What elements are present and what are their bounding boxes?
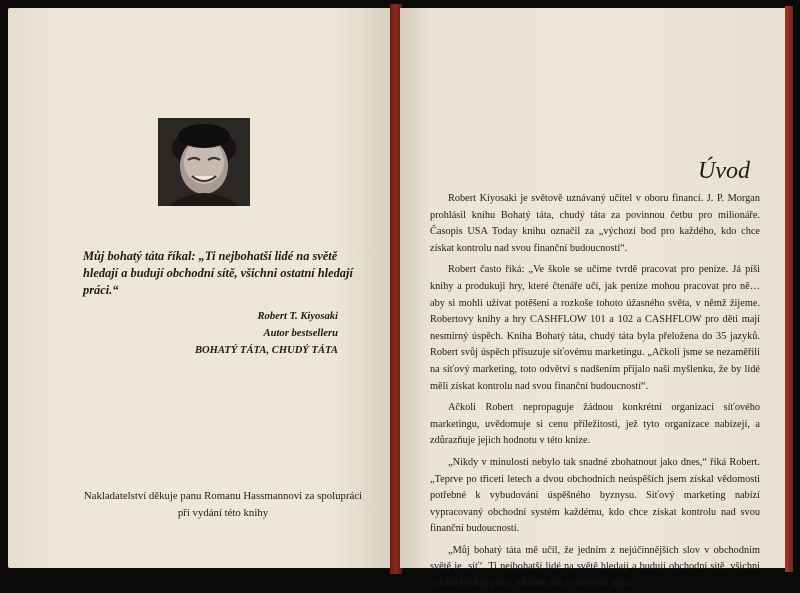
paragraph: Robert často říká: „Ve škole se učíme tvrdě pracovat pro peníze. Já píši knihy a produkuji hry, které čtenáře učí, jak peníze mohou pracovat pro ně… aby si mohli užívat potěšení a rozkoše tohoto úžasného světa, v němž žijeme. Robertovy knihy a hry CASHFLOW 101 a 102 a CASHFLOW pro děti mají nesmírný úspěch. Kniha Bohatý táta, chudý táta byla přeložena do 35 jazyků. Robert svůj úspěch přisuzuje síťovému marketingu. „Ačkoli jsme se nezaměřili na síťový marketing, toto odvětví s nadšením přijalo naši myšlenku, že by lidé měli získat kontrolu nad svou finanční budoucností“. xyxy=(430,264,760,392)
book-title: BOHATÝ TÁTA, CHUDÝ TÁTA xyxy=(194,345,338,356)
acknowledgement: Nakladatelství děkuje panu Romanu Hassmannovi za spolupráci při vydání této knihy xyxy=(83,490,363,519)
paragraph: „Můj bohatý táta mě učil, že jedním z nejúčinnějších slov v obchodním světě je ‚síť‘. Ti nejbohatší lidé na světě hledají a budují obchodní sítě, všichni ostatní hledají práci. Můžete mít ty nejlepší nápa- xyxy=(430,544,760,590)
quote-attribution xyxy=(68,308,338,359)
paragraph: Robert Kiyosaki je světově uznávaný učitel v oboru financí. J. P. Morgan prohlásil knihu Bohatý táta, chudý táta za povinnou četbu pro milionáře. Časopis USA Today knihu označil za „výchozí bod pro každého, kdo chce získat kontrolu nad svou finanční budoucností“. xyxy=(430,193,760,254)
author-name: Robert T. Kiyosaki xyxy=(257,311,338,322)
chapter-heading: Úvod xyxy=(698,158,750,184)
paragraph: „Nikdy v minulosti nebylo tak snadné zbohatnout jako dnes,“ říká Robert. „Teprve po třiceti letech a dvou obchodních neúspěších jsem získal vědomosti potřebné k vybudování úspěšného byznysu. Síťový marketing nabízí vypracovaný obchodní systém každému, kdo chce získat kontrolu nad svou finanční budoucností. xyxy=(430,456,760,535)
quote-text: Můj bohatý táta říkal: „Ti nejbohatší lidé na světě hledají a budují obchodní sítě, všichni ostatní hledají práci.“ xyxy=(83,249,353,297)
chapter-body xyxy=(430,191,760,593)
left-page xyxy=(8,8,392,568)
right-page xyxy=(400,8,786,590)
paragraph: Ačkoli Robert nepropaguje žádnou konkrétní organizaci síťového marketingu, uvědomuje si cenu příležitosti, jež tyto organizace nabízejí, a zdůrazňuje jejich hodnotu v této knize. xyxy=(430,402,760,447)
author-role: Autor bestselleru xyxy=(263,328,338,339)
author-portrait-icon xyxy=(158,118,250,206)
cover-edge xyxy=(785,6,793,572)
author-photo xyxy=(158,118,250,206)
